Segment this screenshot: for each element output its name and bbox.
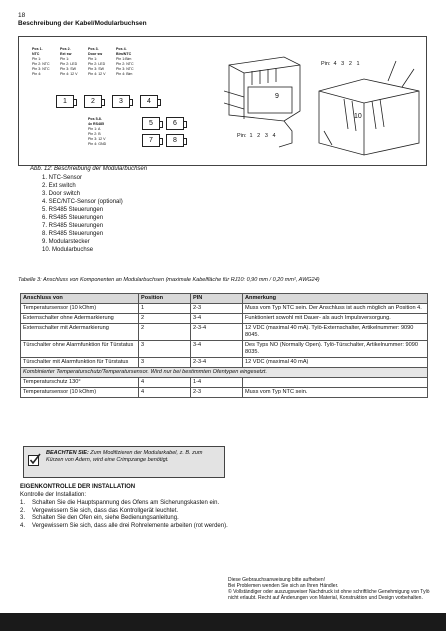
pos-pin-line: Pin 1:Bim: [116, 57, 132, 61]
pos-block-2: [60, 47, 78, 77]
table-cell: 3-4: [191, 314, 243, 324]
step-text: Vergewissern Sie sich, dass alle drei Rohrelemente arbeiten (rot werden).: [32, 522, 228, 529]
page-title: Beschreibung der Kabel/Modularbuchsen: [18, 20, 147, 27]
table-cell: 2-3: [191, 304, 243, 314]
pos-pin-line: Pin 4:: [32, 72, 42, 76]
rj10-connector-drawing: [224, 51, 424, 161]
table-row: [21, 341, 428, 358]
legend-item: 1. NTC-Sensor: [42, 175, 83, 181]
pos-block-1: [32, 47, 50, 77]
pos-pin-line: Pin 3: SW: [60, 67, 76, 71]
pos-header: Pos 4.: [116, 47, 127, 51]
table-cell: 2: [139, 314, 191, 324]
pin-order-bottom: Pin: 1 2 3 4: [237, 133, 276, 139]
step-text: Schalten Sie den Ofen ein, siehe Bedienungsanleitung.: [32, 515, 179, 521]
page-number: 18: [18, 12, 26, 19]
table-cell: 12 VDC (maximal 40 mA): [243, 358, 428, 368]
table-row: [21, 304, 428, 314]
pos-pin-line: Pin 1: A: [88, 127, 101, 131]
table-cell: Muss vom Typ NTC sein. Der Anschluss ist auch möglich an Position 4.: [243, 304, 428, 314]
jack-label-10: 10: [354, 113, 362, 120]
table-cell: 3: [139, 341, 191, 358]
list-item: [20, 523, 235, 531]
plug-label-9: 9: [275, 93, 279, 100]
legend-item: 3. Door switch: [42, 191, 81, 197]
port-3-box: 3: [112, 95, 130, 108]
table-header-row: [21, 294, 428, 304]
pos-header: Pos 1.: [32, 47, 43, 51]
legend-item: 7. RS485 Steuerungen: [42, 223, 104, 229]
table-cell: Des Typs NO (Normally Open). Tylö-Türschalter, Artikelnummer: 9090 8035.: [243, 341, 428, 358]
pos-type: Ext sw: [60, 52, 72, 56]
pos-block-4: [116, 47, 134, 77]
pos-pin-line: Pin 1:: [32, 57, 42, 61]
footer-line: Diese Gebrauchsanweisung bitte aufheben!: [228, 577, 326, 583]
pos-pin-line: Pin 3: SW: [88, 67, 104, 71]
legend-item: 6. RS485 Steuerungen: [42, 215, 104, 221]
table-span-row: [21, 368, 428, 378]
table-row: [21, 378, 428, 388]
table-cell: [243, 378, 428, 388]
pos-pin-line: Pin 2: NTC: [32, 62, 50, 66]
legend-item: 5. RS485 Steuerungen: [42, 207, 104, 213]
footer-line: Bei Problemen wenden Sie sich an Ihren Händler.: [228, 583, 339, 589]
table-cell: Temperatursensor (10 kOhm): [21, 388, 139, 398]
pin-order-top: Pin: 4 3 2 1: [321, 61, 360, 67]
figure-legend-list: [42, 174, 123, 254]
column-header: Anschluss von: [21, 294, 139, 304]
table-row: [21, 388, 428, 398]
table-cell: 2-3: [191, 388, 243, 398]
table-cell: 2-3-4: [191, 358, 243, 368]
port-1-box: 1: [56, 95, 74, 108]
section-intro: Kontrolle der Installation:: [20, 492, 87, 498]
connector-figure: [18, 36, 427, 166]
figure-caption: Abb. 12: Beschreibung der Modularbuchsen: [30, 166, 148, 172]
step-number: 3.: [20, 515, 26, 521]
legend-item: 9. Modularstecker: [42, 239, 90, 245]
note-box: [23, 446, 225, 478]
table-span-cell: Kombinierter Temperaturschutz/Temperatursensor. Wird nur bei bestimmten Ofentypen eingesetzt.: [21, 368, 428, 378]
step-number: 1.: [20, 500, 26, 506]
table-cell: 3: [139, 358, 191, 368]
table-cell: Temperatursensor (10 kOhm): [21, 304, 139, 314]
legend-item: 10. Modularbuchse: [42, 247, 94, 253]
pos-header: Pos 2.: [60, 47, 71, 51]
pos-block-5-8: [88, 117, 106, 147]
legend-item: 8. RS485 Steuerungen: [42, 231, 104, 237]
check-steps-list: [20, 500, 235, 530]
legend-item: 2. Ext switch: [42, 183, 76, 189]
table-cell: Externschalter mit Adermarkierung: [21, 324, 139, 341]
legend-item: 4. SEC/NTC-Sensor (optional): [42, 199, 123, 205]
table-cell: Türschalter mit Alarmfunktion für Türstatus: [21, 358, 139, 368]
pos-type: NTC: [32, 52, 40, 56]
pos-pin-line: Pin 4: Bim: [116, 72, 133, 76]
table-cell: 2-3-4: [191, 324, 243, 341]
note-text: [46, 450, 220, 464]
port-4-box: 4: [140, 95, 158, 108]
list-item: [20, 500, 235, 508]
table-caption: Tabelle 3: Anschluss von Komponenten an Modularbuchsen (maximale Kabelfläche für RJ10: 0,90 mm / 0,20 mm², AWG24): [18, 277, 320, 283]
pos-pin-line: Pin 3: NTC: [116, 67, 134, 71]
list-item: [20, 508, 235, 516]
step-number: 4.: [20, 522, 26, 529]
table-cell: 2: [139, 324, 191, 341]
step-text: Schalten Sie die Hauptspannung des Ofens am Sicherungskasten ein.: [32, 500, 220, 506]
table-row: [21, 324, 428, 341]
footer-note: [228, 577, 434, 601]
table-cell: Externschalter ohne Adermarkierung: [21, 314, 139, 324]
table-cell: 1-4: [191, 378, 243, 388]
connection-table: [20, 293, 428, 398]
pos-type: Bim/NTC: [116, 52, 132, 56]
pos-type: 4x RS485: [88, 122, 104, 126]
pos-pin-line: Pin 1:: [88, 57, 98, 61]
port-2-box: 2: [84, 95, 102, 108]
checkbox-check-icon: [28, 453, 41, 466]
pos-pin-line: Pin 2: LED: [88, 62, 106, 66]
note-body: Zum Modifizieren der Modularkabel, z. B. zum Kürzen von Adern, wird eine Crimpzange benötigt.: [46, 450, 203, 463]
table-cell: 1: [139, 304, 191, 314]
footer-line: © Vollständiger oder auszugsweiser Nachdruck ist ohne schriftliche Genehmigung von Tylö nicht erlaubt. Recht auf Änderungen von Material, Konstruktion und Design vorbehalten.: [228, 589, 430, 601]
table-cell: 4: [139, 378, 191, 388]
table-row: [21, 358, 428, 368]
column-header: Anmerkung: [243, 294, 428, 304]
note-lead: BEACHTEN SIE:: [46, 450, 89, 456]
pos-pin-line: Pin 2: LED: [60, 62, 78, 66]
pos-pin-line: Pin 4: 12 V: [88, 72, 106, 76]
pos-type: Door sw: [88, 52, 103, 56]
pos-pin-line: Pin 2: NTC: [116, 62, 134, 66]
pos-pin-line: Pin 2: B: [88, 132, 101, 136]
column-header: PIN: [191, 294, 243, 304]
step-number: 2.: [20, 507, 26, 514]
port-6-box: 6: [166, 117, 184, 130]
page-bottom-bar: [0, 613, 446, 631]
port-7-box: 7: [142, 134, 160, 147]
pos-pin-line: Pin 4: GND: [88, 142, 107, 146]
pos-pin-line: Pin 3: 12 V: [88, 137, 106, 141]
table-row: [21, 314, 428, 324]
table-cell: Türschalter ohne Alarmfunktion für Türstatus: [21, 341, 139, 358]
table-cell: Muss vom Typ NTC sein.: [243, 388, 428, 398]
pos-header: Pos 5-8.: [88, 117, 102, 121]
column-header: Position: [139, 294, 191, 304]
pos-pin-line: Pin 3: NTC: [32, 67, 50, 71]
pos-pin-line: Pin 1:: [60, 57, 70, 61]
table-cell: 3-4: [191, 341, 243, 358]
step-text: Vergewissern Sie sich, dass das Kontrollgerät leuchtet.: [32, 507, 179, 514]
port-8-box: 8: [166, 134, 184, 147]
table-cell: 4: [139, 388, 191, 398]
pos-header: Pos 3.: [88, 47, 99, 51]
section-title: EIGENKONTROLLE DER INSTALLATION: [20, 484, 136, 490]
table-cell: Funktioniert sowohl mit Dauer- als auch Impulsversorgung.: [243, 314, 428, 324]
port-5-box: 5: [142, 117, 160, 130]
table-cell: 12 VDC (maximal 40 mA). Tylö-Externschalter, Artikelnummer: 9090 8045.: [243, 324, 428, 341]
pos-block-3: [88, 47, 106, 77]
table-cell: Temperaturschutz 130°: [21, 378, 139, 388]
list-item: [20, 515, 235, 523]
pos-pin-line: Pin 4: 12 V: [60, 72, 78, 76]
